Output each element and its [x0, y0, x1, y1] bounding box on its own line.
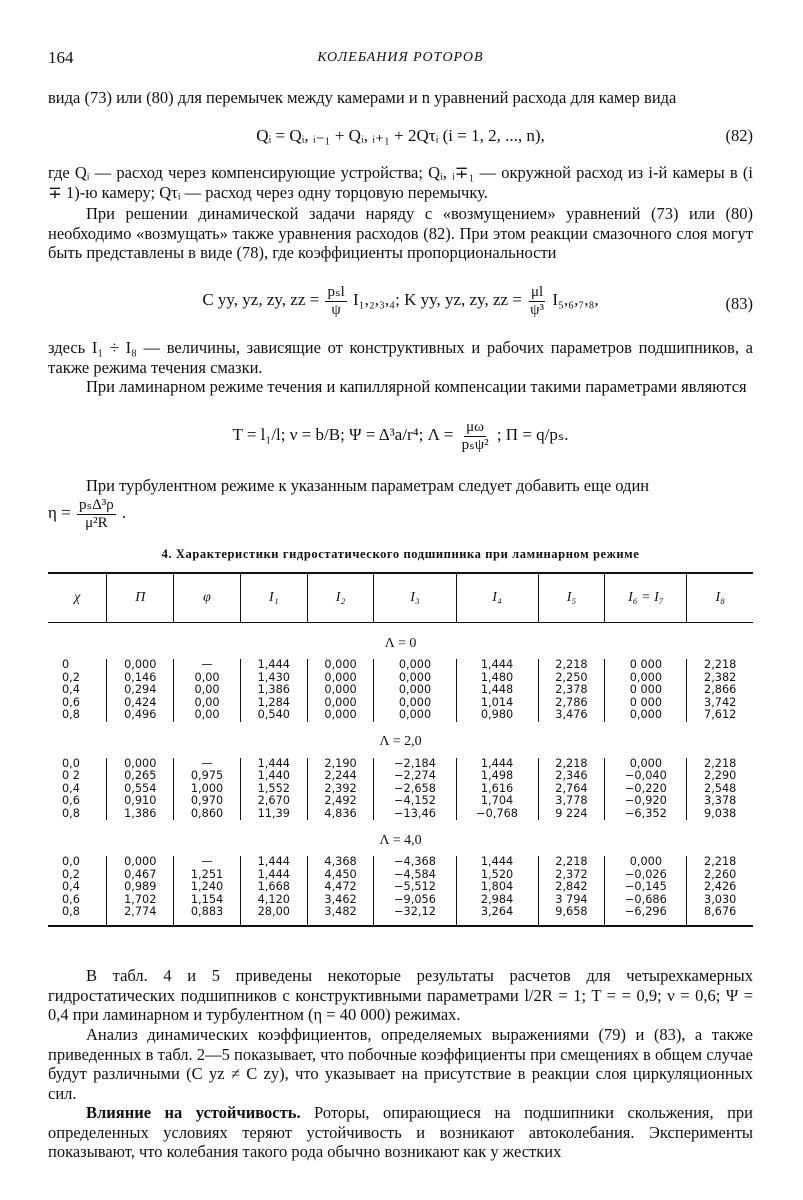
paragraph-1: вида (73) или (80) для перемычек между камерами и n уравнений расхода для камер вида: [48, 88, 677, 107]
table-cell: −0,768: [456, 808, 538, 821]
table-cell: 2,492: [307, 795, 374, 808]
paragraph-3: При решении динамической задачи наряду с «возмущением» уравнений (73) или (80) необходимо «возмущать» также уравнения расходов (82). При этом реакции смазочного слоя могут быть представлены в виде (78), где коэффициенты пропорциональности: [48, 204, 753, 262]
formula-eta: [48, 497, 753, 531]
equation-number-83: (83): [725, 294, 753, 313]
table-cell: 0,8: [62, 708, 80, 721]
table-cell: 1,000: [174, 783, 241, 796]
table-cell: 0,000: [107, 856, 174, 869]
table-cell: 9 224: [538, 808, 605, 821]
table-cell: 1,014: [456, 697, 538, 710]
table-cell: 0,8: [62, 806, 80, 820]
table-cell: 1,480: [456, 672, 538, 685]
table-cell: 0,00: [174, 697, 241, 710]
table-cell: 0 2: [62, 769, 80, 782]
table-cell: 0,000: [307, 672, 374, 685]
fraction-eta: [77, 497, 116, 531]
table-cell: 1,251: [174, 869, 241, 882]
formula-83-left: C yy, yz, zy, zz =: [202, 289, 320, 309]
fraction-denominator: ψ: [331, 301, 341, 318]
paragraph-2: где Qᵢ — расход через компенсирующие устройства; Qᵢ, ᵢ∓₁ — окружной расход из i-й камеры в (i ∓ 1)-ю камеру; Qτᵢ — расход через одну торцовую перемычку.: [48, 163, 753, 202]
table-cell: 0,000: [374, 697, 456, 710]
table-cell: 2,774: [107, 906, 174, 926]
fraction-numerator: μl: [531, 284, 544, 300]
table-cell: 0,265: [107, 770, 174, 783]
table-cell: 2,786: [538, 697, 605, 710]
table-cell: 1,444: [240, 659, 307, 672]
table-cell: −0,145: [605, 881, 687, 894]
table-cell: −0,920: [605, 795, 687, 808]
table-cell: —: [174, 856, 241, 869]
paragraph-8: Анализ динамических коэффициентов, определяемых выражениями (79) и (83), а также приведенных в табл. 2—5 показывает, что побочные коэффициенты при смещениях в общем случае будут различными (C yz ≠ C zy), что указывает на присутствие в реакции слоя циркуляционных сил.: [48, 1025, 753, 1103]
bearing-characteristics-table: [48, 572, 753, 927]
table-cell: 0 000: [605, 684, 687, 697]
table-cell: 2,218: [538, 659, 605, 672]
table-cell: 2,260: [687, 869, 753, 882]
table-cell: 3,462: [307, 894, 374, 907]
table-cell: 1,702: [107, 894, 174, 907]
table-cell: 0,000: [307, 659, 374, 672]
table-cell: −9,056: [374, 894, 456, 907]
table-cell: 2,392: [307, 783, 374, 796]
table-cell: 0,989: [107, 881, 174, 894]
table-body: [48, 623, 753, 926]
table-cell: 0,2: [62, 670, 80, 684]
table-cell: 4,450: [307, 869, 374, 882]
table-cell: 2,190: [307, 758, 374, 771]
table-cell: 0,000: [307, 684, 374, 697]
table-cell: 0,000: [374, 659, 456, 672]
eta-left: η =: [48, 502, 71, 522]
table-cell: −4,584: [374, 869, 456, 882]
table-cell: 3,778: [538, 795, 605, 808]
table-cell: 2,218: [538, 856, 605, 869]
table-cell: 0,000: [107, 758, 174, 771]
table-cell: 2,346: [538, 770, 605, 783]
table-cell: 0,146: [107, 672, 174, 685]
table-cell: 2,984: [456, 894, 538, 907]
table-cell: 0,980: [456, 709, 538, 722]
table-cell: 0,970: [174, 795, 241, 808]
table-cell: 0,910: [107, 795, 174, 808]
table-cell: −0,026: [605, 869, 687, 882]
header-i2: I₂: [307, 573, 374, 623]
table-cell: 2,866: [687, 684, 753, 697]
table-cell: 2,764: [538, 783, 605, 796]
table-cell: 0,00: [174, 672, 241, 685]
table-group-header: [48, 623, 753, 660]
formula-82: [48, 126, 753, 146]
paragraph-9: [48, 1103, 753, 1162]
table-header-row: [48, 573, 753, 623]
table-cell: 3,482: [307, 906, 374, 926]
table-cell: 0,975: [174, 770, 241, 783]
table-group-header: [48, 820, 753, 856]
table-cell: 0,4: [62, 781, 80, 795]
table-cell: 4,368: [307, 856, 374, 869]
table-cell: −5,512: [374, 881, 456, 894]
table-cell: 28,00: [240, 906, 307, 926]
table-cell: 0,883: [174, 906, 241, 926]
table-cell: −2,658: [374, 783, 456, 796]
table-cell: 4,472: [307, 881, 374, 894]
table-cell: 0,496: [107, 709, 174, 722]
table-cell: 0,6: [62, 892, 80, 906]
table-cell: 2,548: [687, 783, 753, 796]
paragraph-7: В табл. 4 и 5 приведены некоторые результаты расчетов для четырехкамерных гидростатических подшипников с конструктивными параметрами l/2R = 1; T = = 0,9; ν = 0,6; Ψ = 0,4 при ламинарном и турбулентном (η = 40 000) режимах.: [48, 966, 753, 1024]
table-cell: 1,498: [456, 770, 538, 783]
table-row: [48, 659, 753, 672]
table-cell: 9,038: [687, 808, 753, 821]
table-cell: 0,000: [307, 697, 374, 710]
table-cell: 3,030: [687, 894, 753, 907]
header-i4: I₄: [456, 573, 538, 623]
table-cell: 1,704: [456, 795, 538, 808]
table-cell: 4,836: [307, 808, 374, 821]
table-cell: 1,444: [240, 869, 307, 882]
table-cell: 1,440: [240, 770, 307, 783]
table-cell: 0,554: [107, 783, 174, 796]
table-cell: 1,444: [456, 659, 538, 672]
table-cell: 1,386: [240, 684, 307, 697]
fraction-numerator: μω: [466, 419, 485, 435]
equation-number-82: (82): [725, 126, 753, 145]
table-cell: 2,250: [538, 672, 605, 685]
table-cell: —: [174, 659, 241, 672]
table-cell: 9,658: [538, 906, 605, 926]
table-row: [48, 684, 753, 697]
table-cell: 1,430: [240, 672, 307, 685]
header-pi: Π: [107, 573, 174, 623]
fraction-denominator: μ²R: [85, 514, 108, 531]
table-cell: 0,000: [374, 672, 456, 685]
table-cell: −2,184: [374, 758, 456, 771]
table-cell: 2,218: [538, 758, 605, 771]
paragraph-4: здесь I₁ ÷ I₈ — величины, зависящие от конструктивных и рабочих параметров подшипников, а также режима течения смазки.: [48, 338, 753, 377]
header-phi: φ: [174, 573, 241, 623]
table-cell: 0,6: [62, 794, 80, 807]
header-i3: I₃: [374, 573, 456, 623]
table-cell: 0,2: [62, 867, 80, 881]
table-row: [48, 709, 753, 722]
table-cell: 1,240: [174, 881, 241, 894]
table-cell: 8,676: [687, 906, 753, 926]
paragraph-6: При турбулентном режиме к указанным параметрам следует добавить еще один: [86, 476, 650, 495]
fraction-mu-omega: [460, 419, 491, 453]
table-cell: 3,264: [456, 906, 538, 926]
table-cell: 0,000: [107, 659, 174, 672]
page-header: [48, 48, 753, 70]
table-cell: 0,6: [62, 695, 80, 709]
table-cell: −6,352: [605, 808, 687, 821]
group-label: Λ = 0: [384, 635, 417, 651]
table-cell: 0 000: [605, 697, 687, 710]
header-i6-i7: I₆ = I₇: [605, 573, 687, 623]
running-title: КОЛЕБАНИЯ РОТОРОВ: [317, 50, 484, 65]
table-cell: 1,616: [456, 783, 538, 796]
fraction-numerator: pₛΔ³ρ: [78, 497, 114, 513]
table-cell: —: [174, 758, 241, 771]
group-label: Λ = 4,0: [379, 832, 422, 848]
table-cell: 2,382: [687, 672, 753, 685]
formula-82-body: Qᵢ = Qᵢ, ᵢ₋₁ + Qᵢ, ᵢ₊₁ + 2Qτᵢ (i = 1, 2, ..., n),: [256, 126, 545, 145]
fraction-ps-l-over-psi: [325, 284, 346, 318]
table-cell: 0,000: [605, 758, 687, 771]
table-cell: 2,372: [538, 869, 605, 882]
section-lead-bold: Влияние на устойчивость.: [86, 1103, 301, 1122]
fraction-denominator: ψ³: [530, 301, 545, 318]
fraction-denominator: pₛψ²: [461, 436, 489, 453]
table-cell: −32,12: [374, 906, 456, 926]
table-cell: 2,378: [538, 684, 605, 697]
table-cell: −4,368: [374, 856, 456, 869]
table-row: [48, 795, 753, 808]
table-cell: 0,467: [107, 869, 174, 882]
table-cell: 1,520: [456, 869, 538, 882]
table-cell: −0,220: [605, 783, 687, 796]
table-cell: 11,39: [240, 808, 307, 821]
table-group-header: [48, 722, 753, 758]
table-cell: 0 000: [605, 659, 687, 672]
table-cell: 0,4: [62, 880, 80, 893]
table-cell: 1,448: [456, 684, 538, 697]
formula-parameters: [48, 419, 753, 453]
table-cell: −2,274: [374, 770, 456, 783]
table-cell: 1,284: [240, 697, 307, 710]
formula-83-mid: I₁,₂,₃,₄; K yy, yz, zy, zz =: [352, 289, 522, 309]
table-cell: 2,290: [687, 770, 753, 783]
table-cell: 1,552: [240, 783, 307, 796]
table-cell: 2,670: [240, 795, 307, 808]
table-cell: −4,152: [374, 795, 456, 808]
params-left: T = l₁/l; ν = b/B; Ψ = Δ³a/r⁴; Λ =: [232, 424, 454, 444]
table-cell: 2,244: [307, 770, 374, 783]
table-cell: −6,296: [605, 906, 687, 926]
table-cell: 1,154: [174, 894, 241, 907]
table-row: [48, 770, 753, 783]
table-cell: 0,0: [62, 756, 80, 770]
table-cell: 0,00: [174, 684, 241, 697]
table-cell: 4,120: [240, 894, 307, 907]
table-cell: 2,218: [687, 659, 753, 672]
table-cell: 0,000: [307, 709, 374, 722]
table-cell: 3,378: [687, 795, 753, 808]
table-cell: 1,386: [107, 808, 174, 821]
table-row: [48, 808, 753, 821]
params-right: ; Π = q/pₛ.: [496, 424, 569, 444]
table-row: [48, 856, 753, 869]
header-i8: I₈: [687, 573, 753, 623]
table-cell: 0,000: [605, 709, 687, 722]
table-cell: 3,742: [687, 697, 753, 710]
table-cell: −0,040: [605, 770, 687, 783]
table-cell: 1,444: [456, 856, 538, 869]
table-cell: 1,668: [240, 881, 307, 894]
table-cell: 7,612: [687, 709, 753, 722]
table-cell: 0: [62, 658, 70, 671]
table-cell: 2,218: [687, 758, 753, 771]
table-cell: 2,426: [687, 881, 753, 894]
table-cell: 0,8: [48, 906, 107, 926]
table-cell: 1,444: [240, 856, 307, 869]
eta-right: .: [121, 502, 127, 522]
table-row: [48, 906, 753, 926]
table-cell: 3,476: [538, 709, 605, 722]
table-cell: −0,686: [605, 894, 687, 907]
table-cell: 0,000: [605, 672, 687, 685]
group-label: Λ = 2,0: [379, 734, 422, 750]
table-cell: 0,294: [107, 684, 174, 697]
header-chi: χ: [48, 573, 107, 623]
table-caption: 4. Характеристики гидростатического подшипника при ламинарном режиме: [161, 547, 640, 561]
table-cell: 1,804: [456, 881, 538, 894]
table-row: [48, 881, 753, 894]
table-cell: 0,4: [62, 683, 80, 696]
formula-83: [48, 284, 753, 318]
table-cell: 2,842: [538, 881, 605, 894]
table-cell: 2,218: [687, 856, 753, 869]
table-cell: 0,00: [174, 709, 241, 722]
table-cell: 0,000: [374, 709, 456, 722]
fraction-numerator: pₛl: [327, 284, 345, 300]
table-cell: 3 794: [538, 894, 605, 907]
paragraph-9-text: Роторы, опирающиеся на подшипники скольжения, при определенных условиях теряют устойчивость и возникают автоколебания. Эксперименты показывают, что колебания такого рода обычно возникают как у жестких: [48, 1103, 753, 1161]
formula-83-right: I₅,₆,₇,₈,: [552, 289, 599, 309]
table-cell: 0,860: [174, 808, 241, 821]
table-cell: 0,0: [62, 855, 80, 868]
table-cell: 0,540: [240, 709, 307, 722]
table-cell: 0,000: [374, 684, 456, 697]
table-cell: 1,444: [456, 758, 538, 771]
page-number: 164: [48, 48, 74, 67]
paragraph-5: При ламинарном режиме течения и капиллярной компенсации такими параметрами являются: [86, 377, 747, 396]
header-i5: I₅: [538, 573, 605, 623]
table-cell: −13,46: [374, 808, 456, 821]
header-i1: I₁: [240, 573, 307, 623]
fraction-mu-l-over-psi3: [528, 284, 546, 318]
table-cell: 0,424: [107, 697, 174, 710]
table-cell: 1,444: [240, 758, 307, 771]
table-cell: 0,000: [605, 856, 687, 869]
